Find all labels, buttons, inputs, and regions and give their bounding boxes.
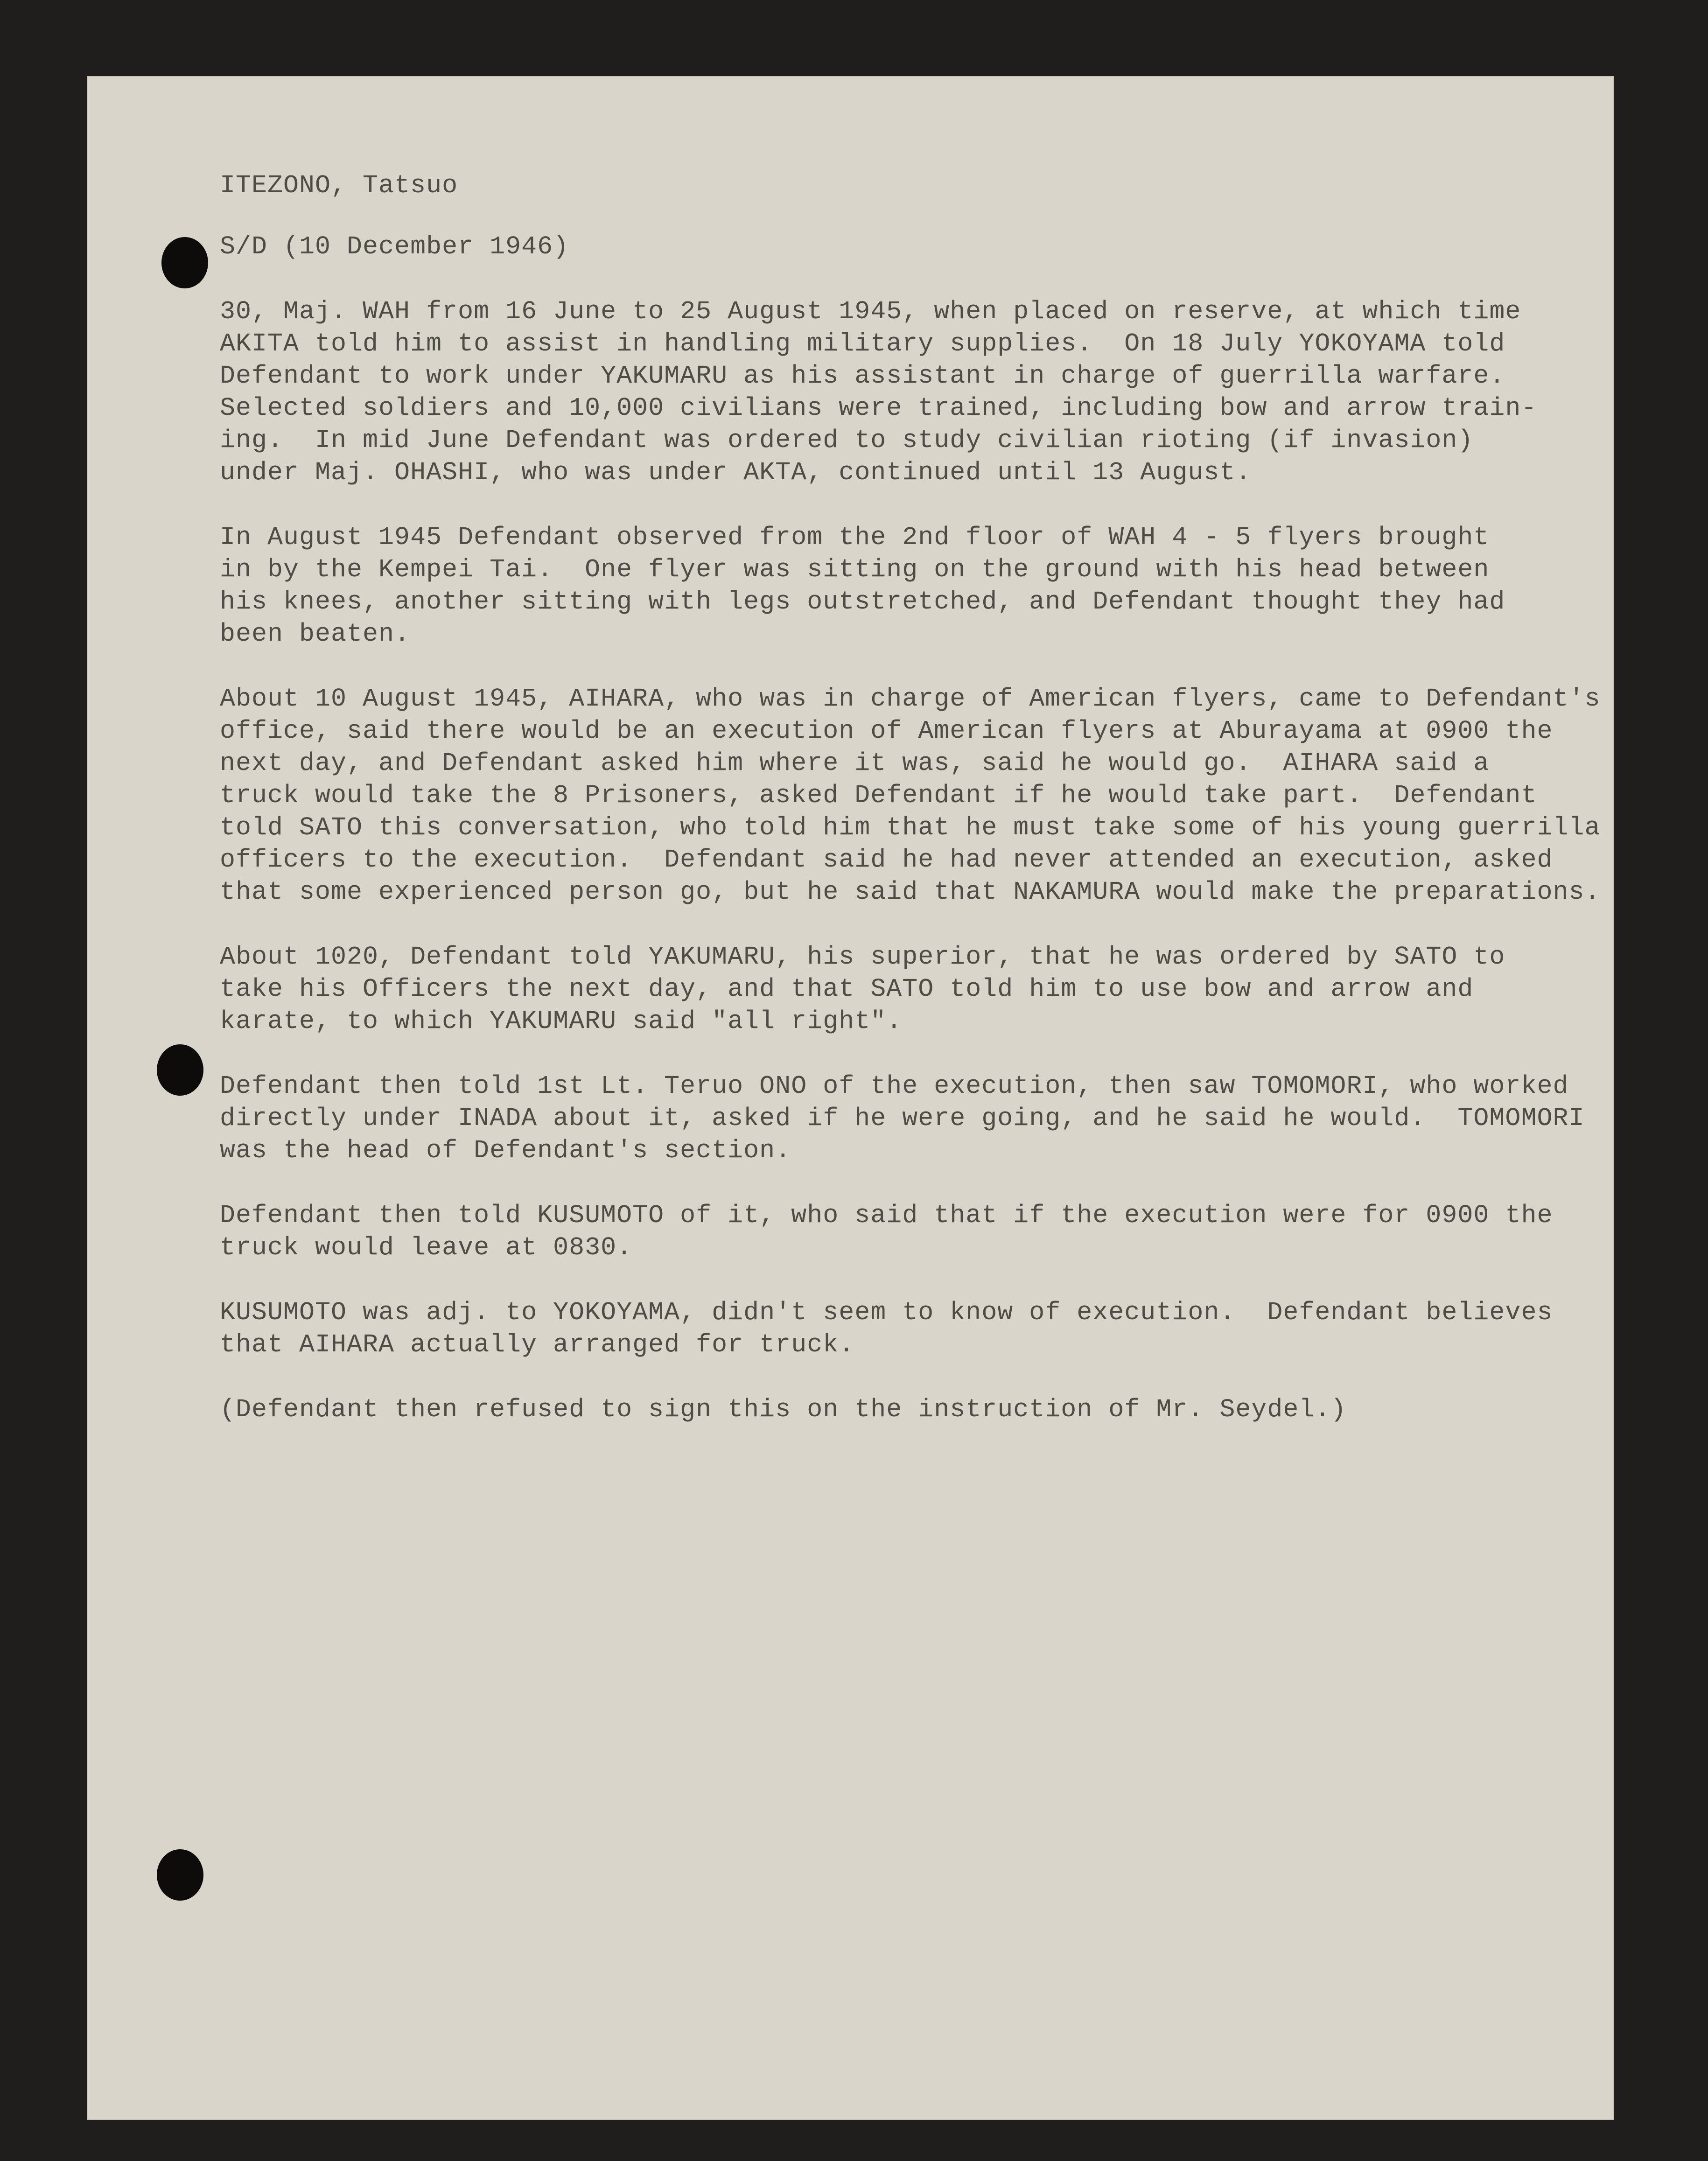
text-line: (Defendant then refused to sign this on the instruction of Mr. Seydel.) (220, 1395, 1347, 1424)
text-line: In August 1945 Defendant observed from the 2nd floor of WAH 4 - 5 flyers brought (220, 523, 1490, 552)
document-page (87, 76, 1614, 2120)
text-line: take his Officers the next day, and that SATO told him to use bow and arrow and (220, 974, 1474, 1004)
text-line: next day, and Defendant asked him where it was, said he would go. AIHARA said a (220, 748, 1490, 778)
text-line: in by the Kempei Tai. One flyer was sitting on the ground with his head between (220, 555, 1490, 584)
text-line: ing. In mid June Defendant was ordered to study civilian rioting (if invasion) (220, 426, 1474, 455)
paragraph-5 (220, 1070, 1601, 1167)
text-line: office, said there would be an execution of American flyers at Aburayama at 0900 the (220, 716, 1553, 746)
typed-text-body (220, 169, 1601, 1458)
text-line: KUSUMOTO was adj. to YOKOYAMA, didn't seem to know of execution. Defendant believes (220, 1298, 1553, 1327)
paragraph-6 (220, 1199, 1601, 1264)
text-line: his knees, another sitting with legs outstretched, and Defendant thought they had (220, 587, 1505, 616)
text-line: truck would leave at 0830. (220, 1233, 633, 1262)
text-line: 30, Maj. WAH from 16 June to 25 August 1945, when placed on reserve, at which time (220, 297, 1521, 326)
paragraph-4 (220, 941, 1601, 1037)
paragraph-7 (220, 1296, 1601, 1361)
text-line: Defendant then told 1st Lt. Teruo ONO of the execution, then saw TOMOMORI, who worked (220, 1071, 1569, 1101)
text-line: About 1020, Defendant told YAKUMARU, his superior, that he was ordered by SATO to (220, 942, 1505, 972)
text-line: karate, to which YAKUMARU said "all right". (220, 1007, 903, 1036)
punch-hole-middle (157, 1044, 203, 1096)
text-line: been beaten. (220, 619, 411, 649)
punch-hole-top (161, 237, 208, 288)
text-line: AKITA told him to assist in handling military supplies. On 18 July YOKOYAMA told (220, 329, 1505, 358)
text-line: Selected soldiers and 10,000 civilians were trained, including bow and arrow train- (220, 393, 1537, 423)
text-line: was the head of Defendant's section. (220, 1136, 791, 1165)
text-line: under Maj. OHASHI, who was under AKTA, continued until 13 August. (220, 458, 1252, 487)
text-line: told SATO this conversation, who told him that he must take some of his young guerrilla (220, 813, 1601, 842)
text-line: truck would take the 8 Prisoners, asked Defendant if he would take part. Defendant (220, 781, 1537, 810)
statement-date: S/D (10 December 1946) (220, 232, 569, 261)
text-line: About 10 August 1945, AIHARA, who was in charge of American flyers, came to Defendant's (220, 684, 1601, 713)
text-line: officers to the execution. Defendant said he had never attended an execution, asked (220, 845, 1553, 874)
name-heading: ITEZONO, Tatsuo (220, 171, 458, 200)
paragraph-8 (220, 1393, 1601, 1426)
text-line: that some experienced person go, but he said that NAKAMURA would make the preparations. (220, 877, 1601, 907)
text-line: Defendant then told KUSUMOTO of it, who said that if the execution were for 0900 the (220, 1201, 1553, 1230)
text-line: Defendant to work under YAKUMARU as his assistant in charge of guerrilla warfare. (220, 361, 1505, 391)
punch-hole-bottom (157, 1849, 203, 1901)
paragraph-3 (220, 683, 1601, 908)
text-line: directly under INADA about it, asked if he were going, and he said he would. TOMOMORI (220, 1104, 1585, 1133)
paragraph-1 (220, 295, 1601, 489)
paragraph-2 (220, 521, 1601, 650)
text-line: that AIHARA actually arranged for truck. (220, 1330, 855, 1359)
